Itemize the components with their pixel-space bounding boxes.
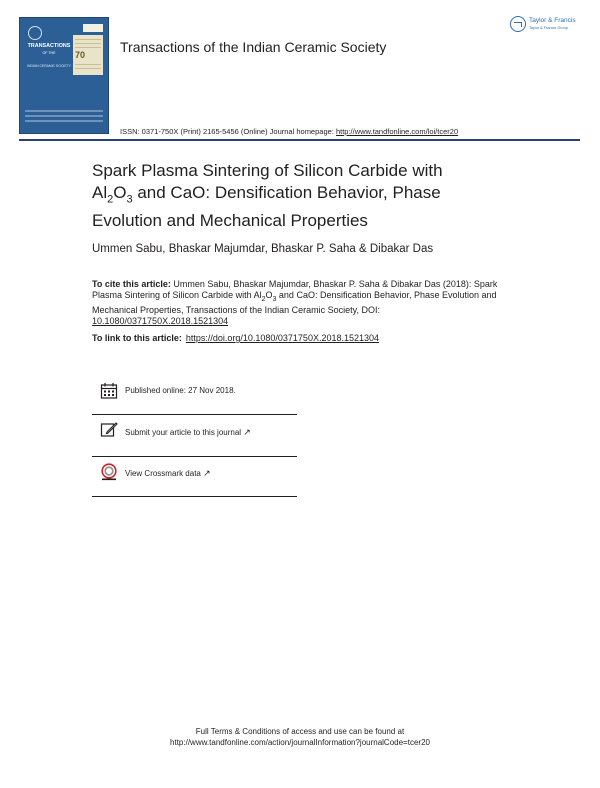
- journal-homepage-link[interactable]: http://www.tandfonline.com/loi/tcer20: [335, 127, 459, 136]
- citation-block: To cite this article: Ummen Sabu, Bhaskar Majumdar, Bhaskar P. Saha & Dibakar Das (2018): Spark Plasma Sintering of Silicon Carbide with $Al_2O_3$ and CaO: Densification Behavior, Phase Evolution and Mechanical Properties, Transactions of the Indian Ceramic Society, DOI: 10.1080/0371750X.2018.1521304: [92, 279, 498, 327]
- crossmark-link[interactable]: [125, 468, 211, 479]
- cover-title: TRANSACTIONS OF THE: [27, 43, 71, 55]
- article-doi-url[interactable]: https://doi.org/10.1080/0371750X.2018.1521304: [185, 333, 380, 343]
- article-link-line: [92, 333, 379, 343]
- terms-text: Full Terms & Conditions of access and use can be found at: [195, 727, 405, 736]
- submit-article-text: Submit your article to this journal: [125, 428, 242, 437]
- row-divider: [92, 414, 297, 415]
- publisher-name: Taylor & Francis: [529, 17, 576, 24]
- citation-doi-link[interactable]: 10.1080/0371750X.2018.1521304: [92, 316, 229, 327]
- calendar-icon: [100, 382, 118, 400]
- terms-url[interactable]: http://www.tandfonline.com/action/journalInformation?journalCode=tcer20: [170, 738, 430, 747]
- article-link-label: To link to this article:: [92, 333, 182, 343]
- cover-badge: 70: [75, 50, 86, 60]
- crossmark-text: View Crossmark data: [125, 469, 201, 478]
- published-online-text: Published online: 27 Nov 2018.: [125, 386, 236, 395]
- society-emblem: [28, 26, 42, 40]
- row-divider: [92, 496, 297, 497]
- header-divider: [19, 139, 580, 141]
- article-authors: Ummen Sabu, Bhaskar Majumdar, Bhaskar P. Saha & Dibakar Das: [92, 243, 434, 255]
- publisher-logo[interactable]: [510, 15, 582, 39]
- article-title: Spark Plasma Sintering of Silicon Carbide with $Al_2O_3$ and CaO: Densification Behavior, Phase Evolution and Mechanical Properties: [92, 161, 443, 231]
- issn-line: [120, 127, 458, 136]
- external-link-icon: ↗: [243, 427, 251, 437]
- crossmark-icon: [100, 463, 118, 481]
- cover-society: INDIAN CERAMIC SOCIETY: [27, 64, 71, 68]
- cover-anniversary-panel: [73, 35, 103, 75]
- row-divider: [92, 456, 297, 457]
- journal-title: Transactions of the Indian Ceramic Society: [120, 39, 387, 55]
- journal-cover: [19, 17, 109, 134]
- terms-footer: [0, 726, 600, 748]
- edit-icon: [100, 421, 118, 439]
- external-link-icon: ↗: [203, 468, 211, 478]
- publisher-subname: Taylor & Francis Group: [529, 26, 568, 30]
- citation-label: To cite this article:: [92, 279, 171, 289]
- submit-article-link[interactable]: [125, 427, 251, 438]
- publisher-logo-icon: [510, 16, 526, 32]
- cover-stamp: [83, 24, 103, 32]
- issn-text: ISSN: 0371-750X (Print) 2165-5456 (Online) Journal homepage:: [120, 127, 334, 136]
